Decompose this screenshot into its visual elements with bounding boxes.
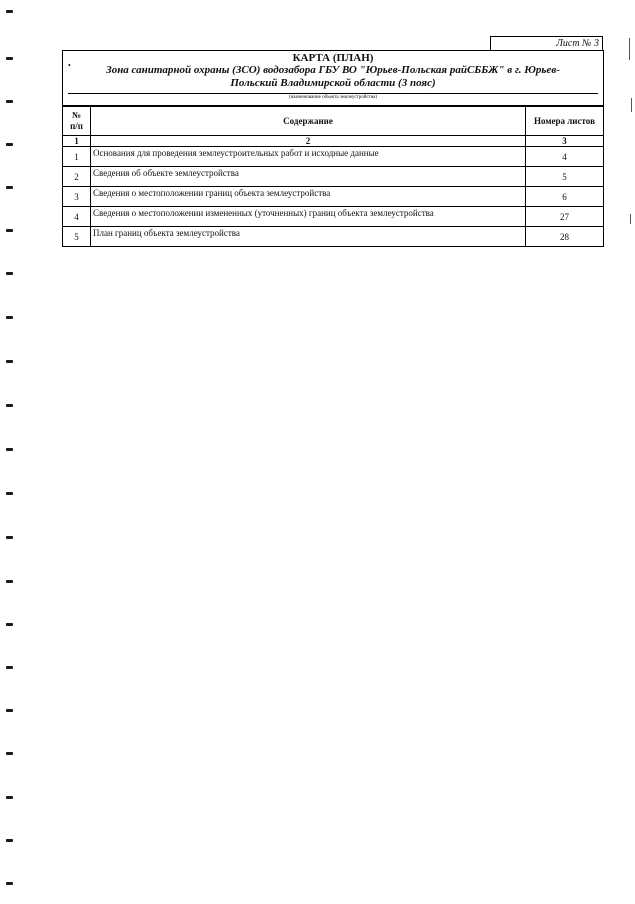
row-number: 4 <box>63 207 91 227</box>
binder-mark <box>6 360 13 363</box>
binder-mark <box>6 882 13 885</box>
table-row <box>63 207 604 227</box>
row-content: Сведения о местоположении границ объекта землеустройства <box>91 187 526 207</box>
row-content: План границ объекта землеустройства <box>91 227 526 247</box>
contents-table <box>62 106 604 247</box>
object-name: Зона санитарной охраны (ЗСО) водозабора ГБУ ВО "Юрьев-Польская райСББЖ" в г. Юрьев-Польский Владимирской области (3 пояс) <box>106 64 560 89</box>
object-name-caption: (наименование объекта землеустройства) <box>288 95 378 100</box>
binder-mark <box>6 536 13 539</box>
row-pages: 28 <box>526 227 604 247</box>
table-header-row <box>63 107 604 136</box>
binder-mark <box>6 580 13 583</box>
binder-mark <box>6 272 13 275</box>
index-pages: 3 <box>526 136 604 147</box>
map-title: КАРТА (ПЛАН) <box>292 52 374 64</box>
binder-mark <box>6 57 13 60</box>
binder-mark <box>6 316 13 319</box>
header-number: № п/п <box>63 107 91 136</box>
row-content: Основания для проведения землеустроительных работ и исходные данные <box>91 147 526 167</box>
row-number: 5 <box>63 227 91 247</box>
header-content: Содержание <box>91 107 526 136</box>
binder-mark <box>6 448 13 451</box>
row-pages: 4 <box>526 147 604 167</box>
scan-edge-mark <box>631 98 632 112</box>
table-row <box>63 147 604 167</box>
column-index-row <box>63 136 604 147</box>
row-content: Сведения о местоположении измененных (уточненных) границ объекта землеустройства <box>91 207 526 227</box>
header-pages: Номера листов <box>526 107 604 136</box>
binder-mark <box>6 796 13 799</box>
binder-mark <box>6 623 13 626</box>
row-number: 1 <box>63 147 91 167</box>
sheet-number: Лист № 3 <box>490 36 603 50</box>
binder-mark <box>6 100 13 103</box>
row-pages: 6 <box>526 187 604 207</box>
document-header <box>62 50 604 106</box>
row-pages: 5 <box>526 167 604 187</box>
binder-mark <box>6 709 13 712</box>
binder-mark <box>6 666 13 669</box>
row-pages: 27 <box>526 207 604 227</box>
row-number: 3 <box>63 187 91 207</box>
binder-mark <box>6 839 13 842</box>
binder-mark <box>6 229 13 232</box>
scan-edge-mark <box>629 38 630 60</box>
name-underline <box>68 93 598 94</box>
binder-mark <box>6 492 13 495</box>
row-number: 2 <box>63 167 91 187</box>
index-number: 1 <box>63 136 91 147</box>
binder-mark <box>6 143 13 146</box>
binder-mark <box>6 752 13 755</box>
binder-mark <box>6 10 13 13</box>
index-content: 2 <box>91 136 526 147</box>
binder-mark <box>6 404 13 407</box>
scan-edge-mark <box>630 214 631 224</box>
table-row <box>63 167 604 187</box>
row-content: Сведения об объекте землеустройства <box>91 167 526 187</box>
binder-mark <box>6 186 13 189</box>
table-row <box>63 227 604 247</box>
stray-dot: • <box>68 61 71 70</box>
table-row <box>63 187 604 207</box>
